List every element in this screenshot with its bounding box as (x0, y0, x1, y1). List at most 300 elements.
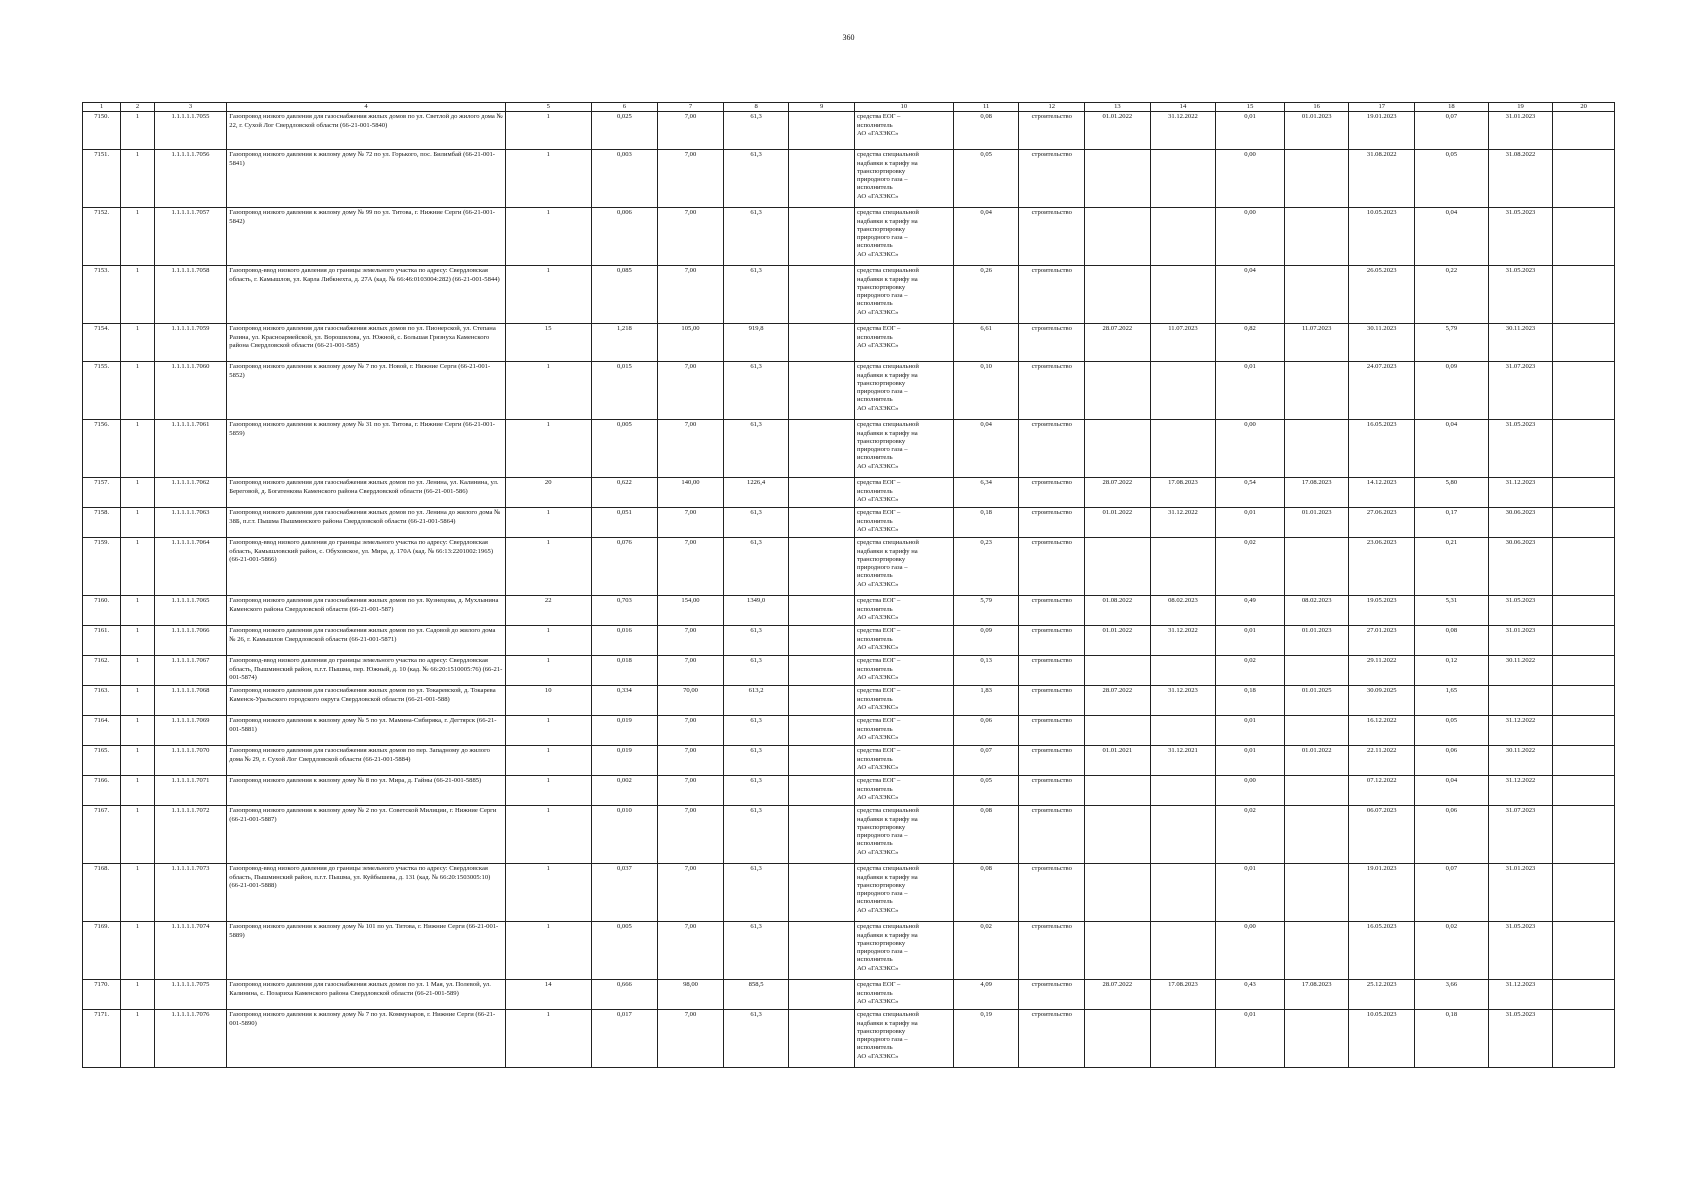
completion-date: 31.05.2023 (1488, 1010, 1553, 1068)
end-date (1150, 776, 1216, 806)
object-description: Газопровод низкого давления для газоснабжения жилых домов по пер. Западному до жилого дома № 29, г. Сухой Лог Свердловской области (66-21-001-5884) (227, 746, 506, 776)
cost-stage-2-cell: 0,04 (1415, 208, 1489, 266)
capacity-cell: 7,00 (658, 362, 724, 420)
table-row (83, 324, 1615, 362)
capacity-cell: 7,00 (658, 922, 724, 980)
row-number: 7151. (83, 150, 121, 208)
object-description: Газопровод низкого давления к жилому дому № 7 по ул. Коммунаров, г. Нижние Серги (66-21-001-5890) (227, 1010, 506, 1068)
commission-date: 25.12.2023 (1349, 980, 1415, 1010)
cost-stage-2-cell: 0,05 (1415, 716, 1489, 746)
quantity-cell: 1 (505, 112, 591, 150)
stage-2-start-date: 01.01.2023 (1284, 626, 1349, 656)
cost-cell: 0,02 (953, 922, 1019, 980)
work-type: строительство (1019, 538, 1085, 596)
start-date: 01.01.2022 (1085, 626, 1151, 656)
completion-date: 31.07.2023 (1488, 362, 1553, 420)
stage-2-start-date (1284, 266, 1349, 324)
stage-2-start-date: 01.01.2025 (1284, 686, 1349, 716)
quantity-cell: 10 (505, 686, 591, 716)
cost-stage-2-cell: 0,07 (1415, 864, 1489, 922)
end-date (1150, 716, 1216, 746)
cost-cell: 0,23 (953, 538, 1019, 596)
row-number: 7157. (83, 478, 121, 508)
length-km-cell: 0,005 (591, 922, 658, 980)
cost-cell: 0,19 (953, 1010, 1019, 1068)
funding-source: средства ЕОГ – исполнитель АО «ГАЗЭКС» (854, 980, 953, 1010)
funding-source: средства специальной надбавки к тарифу на транспортировку природного газа – исполнитель АО «ГАЗЭКС» (854, 266, 953, 324)
length-km-cell: 0,018 (591, 656, 658, 686)
start-date (1085, 266, 1151, 324)
commission-date: 16.05.2023 (1349, 420, 1415, 478)
work-type: строительство (1019, 864, 1085, 922)
quantity-cell: 1 (505, 806, 591, 864)
object-description: Газопровод низкого давления для газоснабжения жилых домов по ул. Кузнецова, д. Мухлынина Каменского района Свердловской области (66-21-001-587) (227, 596, 506, 626)
length-km-cell: 0,622 (591, 478, 658, 508)
start-date: 28.07.2022 (1085, 686, 1151, 716)
column-number-header: 3 (154, 103, 227, 112)
column-20-cell (1553, 922, 1615, 980)
column-9-cell (789, 746, 855, 776)
capacity-cell: 98,00 (658, 980, 724, 1010)
column-9-cell (789, 776, 855, 806)
stage-2-start-date (1284, 716, 1349, 746)
row-count-cell: 1 (121, 266, 154, 324)
stage-2-start-date: 17.08.2023 (1284, 980, 1349, 1010)
volume-cell: 61,3 (723, 626, 789, 656)
cost-stage-2-cell: 0,08 (1415, 626, 1489, 656)
length-km-cell: 0,019 (591, 746, 658, 776)
row-number: 7159. (83, 538, 121, 596)
column-9-cell (789, 716, 855, 746)
work-type: строительство (1019, 266, 1085, 324)
work-type: строительство (1019, 716, 1085, 746)
column-9-cell (789, 806, 855, 864)
quantity-cell: 1 (505, 420, 591, 478)
funding-source: средства специальной надбавки к тарифу на транспортировку природного газа – исполнитель АО «ГАЗЭКС» (854, 864, 953, 922)
table-row (83, 1010, 1615, 1068)
commission-date: 14.12.2023 (1349, 478, 1415, 508)
work-type: строительство (1019, 656, 1085, 686)
start-date (1085, 922, 1151, 980)
table-row (83, 596, 1615, 626)
cost-cell: 0,09 (953, 626, 1019, 656)
work-type: строительство (1019, 508, 1085, 538)
work-type: строительство (1019, 686, 1085, 716)
funding-source: средства ЕОГ – исполнитель АО «ГАЗЭКС» (854, 112, 953, 150)
column-20-cell (1553, 1010, 1615, 1068)
length-km-cell: 0,006 (591, 208, 658, 266)
column-9-cell (789, 980, 855, 1010)
capacity-cell: 7,00 (658, 626, 724, 656)
cost-stage-2-cell: 0,18 (1415, 1010, 1489, 1068)
cost-cell: 5,79 (953, 596, 1019, 626)
object-code: 1.1.1.1.1.7055 (154, 112, 227, 150)
cost-cell: 0,05 (953, 776, 1019, 806)
start-date (1085, 362, 1151, 420)
volume-cell: 1349,0 (723, 596, 789, 626)
object-code: 1.1.1.1.1.7075 (154, 980, 227, 1010)
cost-stage-1-cell: 0,00 (1216, 208, 1285, 266)
work-type: строительство (1019, 362, 1085, 420)
volume-cell: 61,3 (723, 420, 789, 478)
end-date (1150, 150, 1216, 208)
volume-cell: 61,3 (723, 208, 789, 266)
object-description: Газопровод низкого давления для газоснабжения жилых домов по ул. Ленина, ул. Калинина, ул. Береговой, д. Богатенкова Каменского района Свердловской области (66-21-001-586) (227, 478, 506, 508)
end-date: 31.12.2021 (1150, 746, 1216, 776)
row-number: 7162. (83, 656, 121, 686)
end-date (1150, 362, 1216, 420)
cost-stage-1-cell: 0,01 (1216, 362, 1285, 420)
capacity-cell: 7,00 (658, 716, 724, 746)
quantity-cell: 1 (505, 208, 591, 266)
stage-2-start-date (1284, 922, 1349, 980)
cost-stage-2-cell: 5,80 (1415, 478, 1489, 508)
cost-cell: 0,08 (953, 112, 1019, 150)
stage-2-start-date (1284, 208, 1349, 266)
column-20-cell (1553, 208, 1615, 266)
quantity-cell: 1 (505, 716, 591, 746)
object-code: 1.1.1.1.1.7065 (154, 596, 227, 626)
column-9-cell (789, 508, 855, 538)
object-description: Газопровод-ввод низкого давления до границы земельного участка по адресу: Свердловская область, Пышминский район, п.г.т. Пышма, ул. Куйбышева, д. 131 (кад. № 66:20:1503005:10) (66-21-001-5888) (227, 864, 506, 922)
cost-cell: 0,08 (953, 806, 1019, 864)
cost-stage-2-cell: 5,31 (1415, 596, 1489, 626)
object-code: 1.1.1.1.1.7059 (154, 324, 227, 362)
table-row (83, 746, 1615, 776)
column-20-cell (1553, 538, 1615, 596)
object-code: 1.1.1.1.1.7071 (154, 776, 227, 806)
row-count-cell: 1 (121, 1010, 154, 1068)
cost-stage-1-cell: 0,00 (1216, 922, 1285, 980)
column-9-cell (789, 922, 855, 980)
funding-source: средства специальной надбавки к тарифу на транспортировку природного газа – исполнитель АО «ГАЗЭКС» (854, 538, 953, 596)
cost-stage-1-cell: 0,54 (1216, 478, 1285, 508)
capacity-cell: 140,00 (658, 478, 724, 508)
object-description: Газопровод низкого давления для газоснабжения жилых домов по ул. Светлой до жилого дома № 22, г. Сухой Лог Свердловской области (66-21-001-5840) (227, 112, 506, 150)
column-20-cell (1553, 266, 1615, 324)
object-code: 1.1.1.1.1.7056 (154, 150, 227, 208)
volume-cell: 61,3 (723, 112, 789, 150)
column-20-cell (1553, 362, 1615, 420)
commission-date: 31.08.2022 (1349, 150, 1415, 208)
column-20-cell (1553, 864, 1615, 922)
cost-cell: 0,07 (953, 746, 1019, 776)
stage-2-start-date (1284, 420, 1349, 478)
column-20-cell (1553, 150, 1615, 208)
row-count-cell: 1 (121, 864, 154, 922)
funding-source: средства специальной надбавки к тарифу на транспортировку природного газа – исполнитель АО «ГАЗЭКС» (854, 362, 953, 420)
column-20-cell (1553, 112, 1615, 150)
cost-stage-1-cell: 0,01 (1216, 626, 1285, 656)
completion-date: 31.01.2023 (1488, 626, 1553, 656)
object-description: Газопровод низкого давления для газоснабжения жилых домов по ул. Токаревской, д. Токарева Каменск-Уральского городского округа Свердловской области (66-21-001-588) (227, 686, 506, 716)
funding-source: средства специальной надбавки к тарифу на транспортировку природного газа – исполнитель АО «ГАЗЭКС» (854, 922, 953, 980)
length-km-cell: 0,016 (591, 626, 658, 656)
object-code: 1.1.1.1.1.7061 (154, 420, 227, 478)
funding-source: средства ЕОГ – исполнитель АО «ГАЗЭКС» (854, 776, 953, 806)
quantity-cell: 1 (505, 508, 591, 538)
table-row (83, 686, 1615, 716)
completion-date: 31.05.2023 (1488, 208, 1553, 266)
length-km-cell: 0,025 (591, 112, 658, 150)
end-date: 31.12.2022 (1150, 508, 1216, 538)
end-date (1150, 420, 1216, 478)
volume-cell: 61,3 (723, 864, 789, 922)
row-count-cell: 1 (121, 980, 154, 1010)
end-date (1150, 266, 1216, 324)
column-number-header: 8 (723, 103, 789, 112)
cost-cell: 4,09 (953, 980, 1019, 1010)
object-description: Газопровод низкого давления для газоснабжения жилых домов по ул. Ленина до жилого дома № 38Б, п.г.т. Пышма Пышминского района Свердловской области (66-21-001-5864) (227, 508, 506, 538)
stage-2-start-date: 17.08.2023 (1284, 478, 1349, 508)
quantity-cell: 20 (505, 478, 591, 508)
column-20-cell (1553, 980, 1615, 1010)
row-number: 7165. (83, 746, 121, 776)
object-code: 1.1.1.1.1.7064 (154, 538, 227, 596)
length-km-cell: 0,003 (591, 150, 658, 208)
stage-2-start-date (1284, 362, 1349, 420)
cost-stage-1-cell: 0,00 (1216, 150, 1285, 208)
completion-date: 30.11.2023 (1488, 324, 1553, 362)
stage-2-start-date (1284, 1010, 1349, 1068)
commission-date: 19.01.2023 (1349, 112, 1415, 150)
cost-stage-1-cell: 0,02 (1216, 538, 1285, 596)
start-date (1085, 716, 1151, 746)
cost-stage-2-cell: 0,09 (1415, 362, 1489, 420)
work-type: строительство (1019, 112, 1085, 150)
table-row (83, 150, 1615, 208)
length-km-cell: 0,005 (591, 420, 658, 478)
funding-source: средства специальной надбавки к тарифу на транспортировку природного газа – исполнитель АО «ГАЗЭКС» (854, 420, 953, 478)
end-date (1150, 656, 1216, 686)
volume-cell: 61,3 (723, 922, 789, 980)
cost-stage-2-cell: 0,05 (1415, 150, 1489, 208)
capacity-cell: 7,00 (658, 208, 724, 266)
length-km-cell: 0,017 (591, 1010, 658, 1068)
object-description: Газопровод-ввод низкого давления до границы земельного участка по адресу: Свердловская область, Пышминский район, п.г.т. Пышма, пер. Южный, д. 10 (кад. № 66:20:1510005:76) (66-21-001-5874) (227, 656, 506, 686)
object-code: 1.1.1.1.1.7068 (154, 686, 227, 716)
quantity-cell: 1 (505, 1010, 591, 1068)
table-row (83, 776, 1615, 806)
work-type: строительство (1019, 806, 1085, 864)
capacity-cell: 154,00 (658, 596, 724, 626)
funding-source: средства ЕОГ – исполнитель АО «ГАЗЭКС» (854, 478, 953, 508)
cost-cell: 0,18 (953, 508, 1019, 538)
completion-date: 31.12.2022 (1488, 716, 1553, 746)
length-km-cell: 0,015 (591, 362, 658, 420)
start-date: 28.07.2022 (1085, 980, 1151, 1010)
completion-date: 30.11.2022 (1488, 656, 1553, 686)
column-9-cell (789, 656, 855, 686)
cost-stage-1-cell: 0,18 (1216, 686, 1285, 716)
object-code: 1.1.1.1.1.7058 (154, 266, 227, 324)
volume-cell: 61,3 (723, 266, 789, 324)
object-description: Газопровод-ввод низкого давления до границы земельного участка по адресу: Свердловская область, Камышловский район, с. Обуховское, ул. Мира, д. 170А (кад. № 66:13:2201002:1965) (66-21-001-5866) (227, 538, 506, 596)
object-code: 1.1.1.1.1.7057 (154, 208, 227, 266)
object-code: 1.1.1.1.1.7073 (154, 864, 227, 922)
object-description: Газопровод низкого давления к жилому дому № 31 по ул. Титова, г. Нижние Серги (66-21-001-5859) (227, 420, 506, 478)
row-count-cell: 1 (121, 596, 154, 626)
object-description: Газопровод низкого давления к жилому дому № 72 по ул. Горького, пос. Билимбай (66-21-001-5841) (227, 150, 506, 208)
row-count-cell: 1 (121, 362, 154, 420)
quantity-cell: 1 (505, 746, 591, 776)
table-row (83, 208, 1615, 266)
object-description: Газопровод низкого давления к жилому дому № 2 по ул. Советской Милиции, г. Нижние Серги (66-21-001-5887) (227, 806, 506, 864)
start-date: 28.07.2022 (1085, 478, 1151, 508)
column-20-cell (1553, 420, 1615, 478)
commission-date: 10.05.2023 (1349, 208, 1415, 266)
start-date: 01.08.2022 (1085, 596, 1151, 626)
cost-stage-1-cell: 0,01 (1216, 716, 1285, 746)
start-date (1085, 656, 1151, 686)
capacity-cell: 105,00 (658, 324, 724, 362)
column-number-header: 17 (1349, 103, 1415, 112)
capacity-cell: 7,00 (658, 112, 724, 150)
completion-date: 31.01.2023 (1488, 112, 1553, 150)
volume-cell: 61,3 (723, 716, 789, 746)
cost-stage-1-cell: 0,49 (1216, 596, 1285, 626)
table-row (83, 508, 1615, 538)
commission-date: 30.09.2025 (1349, 686, 1415, 716)
quantity-cell: 1 (505, 922, 591, 980)
commission-date: 07.12.2022 (1349, 776, 1415, 806)
length-km-cell: 0,334 (591, 686, 658, 716)
completion-date: 31.05.2023 (1488, 420, 1553, 478)
column-9-cell (789, 112, 855, 150)
row-count-cell: 1 (121, 478, 154, 508)
column-number-header: 19 (1488, 103, 1553, 112)
cost-cell: 1,83 (953, 686, 1019, 716)
cost-stage-1-cell: 0,01 (1216, 746, 1285, 776)
commission-date: 16.12.2022 (1349, 716, 1415, 746)
column-9-cell (789, 686, 855, 716)
end-date (1150, 538, 1216, 596)
completion-date: 31.05.2023 (1488, 266, 1553, 324)
row-number: 7167. (83, 806, 121, 864)
cost-cell: 0,10 (953, 362, 1019, 420)
column-number-header: 16 (1284, 103, 1349, 112)
cost-stage-2-cell: 0,02 (1415, 922, 1489, 980)
row-count-cell: 1 (121, 716, 154, 746)
completion-date: 30.06.2023 (1488, 538, 1553, 596)
object-code: 1.1.1.1.1.7069 (154, 716, 227, 746)
cost-stage-1-cell: 0,00 (1216, 776, 1285, 806)
start-date (1085, 806, 1151, 864)
column-20-cell (1553, 686, 1615, 716)
column-9-cell (789, 478, 855, 508)
cost-cell: 0,04 (953, 208, 1019, 266)
object-code: 1.1.1.1.1.7072 (154, 806, 227, 864)
end-date: 31.12.2023 (1150, 686, 1216, 716)
volume-cell: 61,3 (723, 746, 789, 776)
capacity-cell: 7,00 (658, 864, 724, 922)
column-20-cell (1553, 716, 1615, 746)
column-20-cell (1553, 746, 1615, 776)
register-table-body (83, 103, 1615, 1068)
capacity-cell: 7,00 (658, 508, 724, 538)
work-type: строительство (1019, 420, 1085, 478)
row-number: 7154. (83, 324, 121, 362)
column-9-cell (789, 1010, 855, 1068)
funding-source: средства ЕОГ – исполнитель АО «ГАЗЭКС» (854, 656, 953, 686)
row-number: 7161. (83, 626, 121, 656)
start-date (1085, 864, 1151, 922)
column-number-header: 13 (1085, 103, 1151, 112)
start-date (1085, 150, 1151, 208)
end-date (1150, 922, 1216, 980)
commission-date: 23.06.2023 (1349, 538, 1415, 596)
work-type: строительство (1019, 980, 1085, 1010)
quantity-cell: 1 (505, 626, 591, 656)
stage-2-start-date (1284, 806, 1349, 864)
capacity-cell: 7,00 (658, 150, 724, 208)
commission-date: 19.05.2023 (1349, 596, 1415, 626)
end-date: 11.07.2023 (1150, 324, 1216, 362)
object-code: 1.1.1.1.1.7060 (154, 362, 227, 420)
length-km-cell: 0,002 (591, 776, 658, 806)
row-count-cell: 1 (121, 656, 154, 686)
table-row (83, 806, 1615, 864)
cost-stage-1-cell: 0,00 (1216, 420, 1285, 478)
start-date (1085, 208, 1151, 266)
row-number: 7160. (83, 596, 121, 626)
row-count-cell: 1 (121, 922, 154, 980)
start-date (1085, 538, 1151, 596)
quantity-cell: 1 (505, 538, 591, 596)
work-type: строительство (1019, 1010, 1085, 1068)
stage-2-start-date (1284, 656, 1349, 686)
end-date: 31.12.2022 (1150, 112, 1216, 150)
column-20-cell (1553, 776, 1615, 806)
column-number-header: 12 (1019, 103, 1085, 112)
row-number: 7150. (83, 112, 121, 150)
table-row (83, 362, 1615, 420)
table-row (83, 478, 1615, 508)
cost-stage-1-cell: 0,01 (1216, 508, 1285, 538)
column-20-cell (1553, 806, 1615, 864)
funding-source: средства специальной надбавки к тарифу на транспортировку природного газа – исполнитель АО «ГАЗЭКС» (854, 150, 953, 208)
cost-stage-2-cell: 0,06 (1415, 746, 1489, 776)
row-number: 7164. (83, 716, 121, 746)
end-date: 17.08.2023 (1150, 478, 1216, 508)
column-number-header: 15 (1216, 103, 1285, 112)
volume-cell: 1226,4 (723, 478, 789, 508)
length-km-cell: 1,218 (591, 324, 658, 362)
cost-stage-2-cell: 0,22 (1415, 266, 1489, 324)
object-description: Газопровод низкого давления к жилому дому № 8 по ул. Мира, д. Гайны (66-21-001-5885) (227, 776, 506, 806)
capacity-cell: 7,00 (658, 1010, 724, 1068)
column-20-cell (1553, 596, 1615, 626)
funding-source: средства специальной надбавки к тарифу на транспортировку природного газа – исполнитель АО «ГАЗЭКС» (854, 1010, 953, 1068)
cost-stage-2-cell: 0,21 (1415, 538, 1489, 596)
register-table (82, 102, 1615, 1068)
funding-source: средства ЕОГ – исполнитель АО «ГАЗЭКС» (854, 596, 953, 626)
quantity-cell: 15 (505, 324, 591, 362)
object-description: Газопровод-ввод низкого давления до границы земельного участка по адресу: Свердловская область, г. Камышлов, ул. Карла Либкнехта, д. 27А (кад. № 66:46:0103004:282) (66-21-001-5844) (227, 266, 506, 324)
row-number: 7153. (83, 266, 121, 324)
commission-date: 10.05.2023 (1349, 1010, 1415, 1068)
object-description: Газопровод низкого давления к жилому дому № 5 по ул. Мамина-Сибиряка, г. Дегтярск (66-21-001-5881) (227, 716, 506, 746)
cost-stage-2-cell: 0,04 (1415, 420, 1489, 478)
start-date (1085, 420, 1151, 478)
column-20-cell (1553, 324, 1615, 362)
quantity-cell: 1 (505, 656, 591, 686)
cost-stage-1-cell: 0,04 (1216, 266, 1285, 324)
stage-2-start-date: 08.02.2023 (1284, 596, 1349, 626)
length-km-cell: 0,019 (591, 716, 658, 746)
column-number-header: 1 (83, 103, 121, 112)
row-count-cell: 1 (121, 208, 154, 266)
